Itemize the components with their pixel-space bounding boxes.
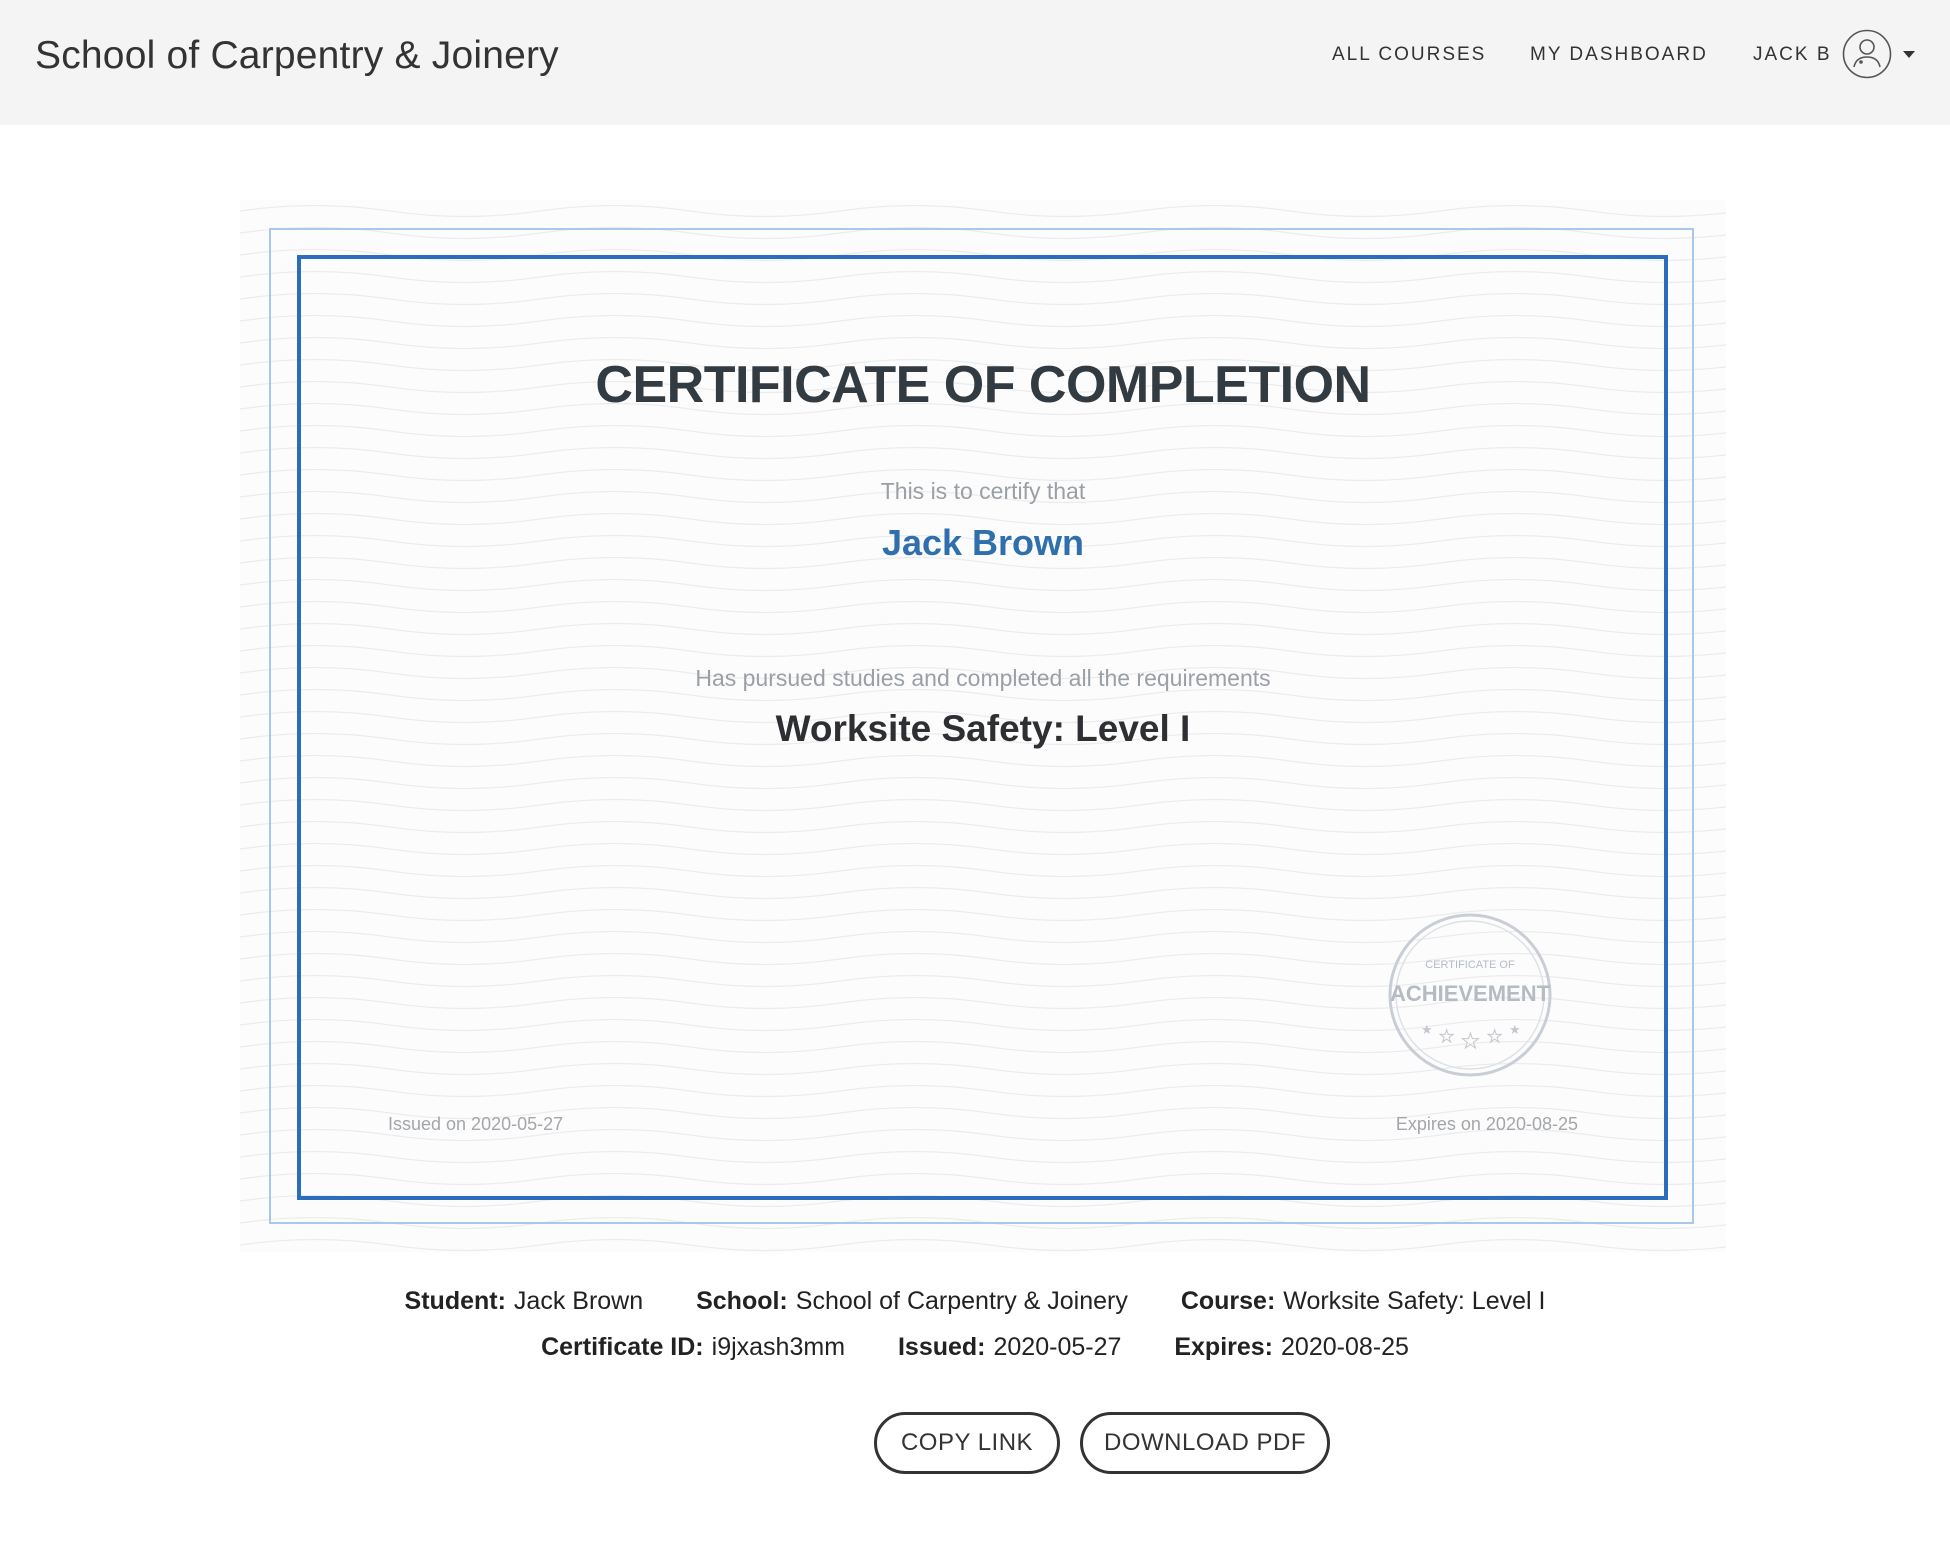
- user-menu-caret-icon[interactable]: [1903, 51, 1915, 58]
- svg-text:★: ★: [1421, 1022, 1433, 1037]
- user-avatar-icon[interactable]: [1842, 29, 1892, 79]
- certificate-preview: [240, 200, 1726, 1252]
- top-navbar: [0, 0, 1950, 125]
- seal-main-text: ACHIEVEMENT: [1389, 981, 1551, 1006]
- certificate-title: CERTIFICATE OF COMPLETION: [595, 356, 1371, 414]
- certificate-issued-on: Issued on 2020-05-27: [388, 1114, 564, 1134]
- detail-certificate-id-label: Certificate ID:: [541, 1333, 704, 1361]
- certificate-student-name: Jack Brown: [881, 522, 1085, 563]
- certify-text: This is to certify that: [880, 478, 1086, 504]
- detail-school-label: School:: [696, 1287, 788, 1315]
- certificate-course-name: Worksite Safety: Level I: [775, 708, 1191, 749]
- seal-top-text: CERTIFICATE OF: [1425, 959, 1515, 971]
- certificate-expires-on: Expires on 2020-08-25: [1395, 1114, 1578, 1134]
- detail-student: [405, 1287, 644, 1316]
- detail-course-value: Worksite Safety: Level I: [1283, 1287, 1546, 1315]
- svg-text:★: ★: [1461, 1030, 1480, 1053]
- svg-text:★: ★: [1439, 1027, 1455, 1046]
- detail-expires-label: Expires:: [1174, 1333, 1274, 1361]
- details-row-2: [0, 1333, 1950, 1362]
- detail-issued-label: Issued:: [897, 1333, 986, 1361]
- svg-text:★: ★: [1487, 1027, 1503, 1046]
- school-brand-link[interactable]: School of Carpentry & Joinery: [35, 34, 559, 77]
- detail-issued-value: 2020-05-27: [993, 1333, 1122, 1361]
- detail-certificate-id: [541, 1333, 845, 1362]
- detail-issued: [898, 1333, 1121, 1362]
- nav-all-courses[interactable]: ALL COURSES: [1332, 44, 1487, 65]
- detail-expires: [1174, 1333, 1409, 1362]
- svg-text:★: ★: [1509, 1022, 1521, 1037]
- detail-certificate-id-value: i9jxash3mm: [711, 1333, 846, 1361]
- pursued-text: Has pursued studies and completed all the requirements: [695, 665, 1271, 691]
- copy-link-button[interactable]: COPY LINK: [874, 1412, 1060, 1474]
- details-row-1: [0, 1287, 1950, 1316]
- user-menu-name[interactable]: JACK B: [1753, 44, 1832, 65]
- download-pdf-button[interactable]: DOWNLOAD PDF: [1080, 1412, 1330, 1474]
- detail-student-label: Student:: [404, 1287, 506, 1315]
- detail-student-value: Jack Brown: [513, 1287, 644, 1315]
- detail-course-label: Course:: [1180, 1287, 1276, 1315]
- detail-school-value: School of Carpentry & Joinery: [795, 1287, 1128, 1315]
- detail-school: [696, 1287, 1128, 1316]
- detail-course: [1181, 1287, 1546, 1316]
- nav-my-dashboard[interactable]: MY DASHBOARD: [1530, 44, 1708, 65]
- detail-expires-value: 2020-08-25: [1281, 1333, 1409, 1361]
- achievement-seal-icon: [1387, 912, 1553, 1078]
